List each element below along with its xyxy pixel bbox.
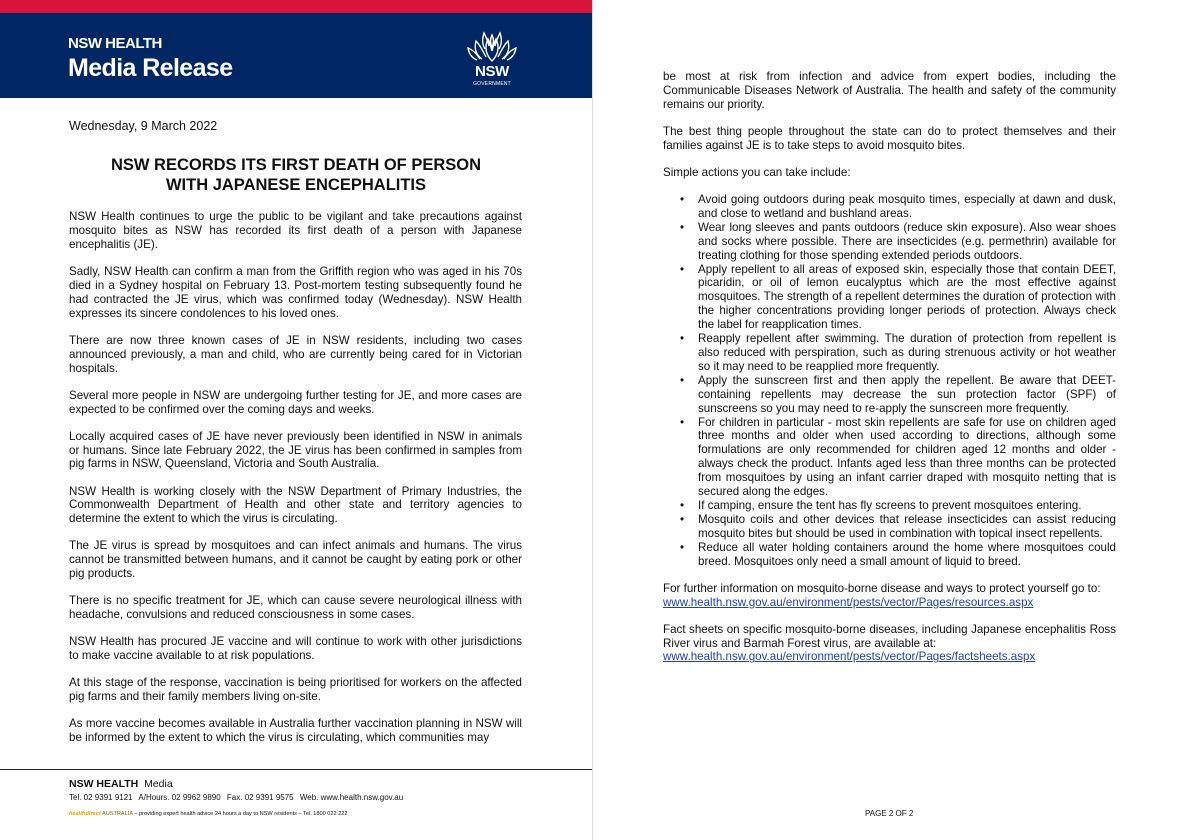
body-right xyxy=(663,70,1116,678)
paragraph: NSW Health is working closely with the NSW Department of Primary Industries, the Commonwealth Department of Health and other state and territory agencies to determine the extent to which the virus is circulating. xyxy=(69,484,522,526)
list-item-text: For children in particular - most skin repellents are safe for use on children aged three months and older when used according to directions, although some formulations are only recommended for children aged 12 months and older - always check the product. Infants aged less than three months can be protected from mosquitoes by using an infant carrier draped with mosquito netting that is secured along the edges. xyxy=(698,415,1116,499)
list-item-text: Apply repellent to all areas of exposed skin, especially those that contain DEET, picaridin, or oil of lemon eucalyptus which are the most effective against mosquitoes. The strength of a repellent determines the duration of protection with the higher concentrations providing longer periods of protection. Always check the label for reapplication times. xyxy=(698,262,1116,332)
paragraph: Simple actions you can take include: xyxy=(663,165,851,179)
footer-rule xyxy=(0,769,592,770)
bullet-icon: • xyxy=(680,332,685,346)
list-item xyxy=(663,541,1116,569)
list-item xyxy=(663,374,1116,416)
healthdirect-text: – providing expert health advice 24 hours a day to NSW residents – Tel. 1800 022 222 xyxy=(134,811,348,817)
footer-phone: Tel. 02 9391 9121 xyxy=(69,793,133,802)
bullet-icon: • xyxy=(680,512,685,526)
footer-fax: Fax. 02 9391 9575 xyxy=(226,793,294,802)
document-type: Media Release xyxy=(68,54,233,82)
footer-contacts xyxy=(69,793,407,802)
list-item-text: Mosquito coils and other devices that release insecticides can assist reducing mosquito bites but should be used in combination with topical insect repellents. xyxy=(698,512,1116,540)
bullet-icon: • xyxy=(680,415,685,429)
list-item xyxy=(663,499,1116,513)
footer-title xyxy=(69,778,173,790)
org-name: NSW HEALTH xyxy=(68,35,162,52)
factsheets-text: Fact sheets on specific mosquito-borne diseases, including Japanese encephalitis Ross River virus and Barmah Forest virus, are available at: xyxy=(663,622,1116,650)
header-red-bar xyxy=(0,0,592,13)
healthdirect-australia: AUSTRALIA xyxy=(101,811,133,817)
list-item-text: Reduce all water holding containers around the home where mosquitoes could breed. Mosquitoes only need a small amount of liquid to breed. xyxy=(698,540,1116,568)
nsw-government-logo xyxy=(464,27,520,99)
header-banner xyxy=(0,13,592,98)
bullet-icon: • xyxy=(680,262,685,276)
footer-org: NSW HEALTH xyxy=(69,778,139,790)
page-2 xyxy=(593,0,1187,840)
resources-text: For further information on mosquito-borne disease and ways to protect yourself go to: xyxy=(663,581,1101,595)
resources-info xyxy=(663,582,1116,610)
paragraph: The JE virus is spread by mosquitoes and can infect animals and humans. The virus cannot be transmitted between humans, and it cannot be caught by eating pork or other pig products. xyxy=(69,539,522,581)
paragraph: Sadly, NSW Health can confirm a man from the Griffith region who was aged in his 70s died in a Sydney hospital on February 13. Post-mortem testing subsequently found he had contracted the JE virus, which was confirmed today (Wednesday). NSW Health expresses its sincere condolences to his loved ones. xyxy=(69,264,522,320)
list-item xyxy=(663,332,1116,374)
list-item xyxy=(663,416,1116,499)
list-item-text: Reapply repellent after swimming. The duration of protection from repellent is also reduced with perspiration, such as during strenuous activity or hot weather so it may need to be reapplied more frequently. xyxy=(698,332,1116,373)
waratah-icon xyxy=(464,27,520,63)
logo-wordmark: NSW xyxy=(474,63,510,80)
paragraph: At this stage of the response, vaccination is being prioritised for workers on the affected pig farms and their family members living on-site. xyxy=(69,676,522,704)
list-item-text: Wear long sleeves and pants outdoors (reduce skin exposure). Also wear shoes and socks where possible. There are insecticides (e.g. permethrin) available for treating clothing for those spending extended periods outdoors. xyxy=(698,220,1116,262)
headline xyxy=(69,155,523,195)
list-item-text: Apply the sunscreen first and then apply the repellent. Be aware that DEET-containing repellents may decrease the sun protection factor (SPF) of sunscreens so you may need to re-apply the sunscreen more frequently. xyxy=(698,373,1116,415)
factsheets-link[interactable]: www.health.nsw.gov.au/environment/pests/vector/Pages/factsheets.aspx xyxy=(663,650,1036,664)
list-item-text: If camping, ensure the tent has fly screens to prevent mosquitoes entering. xyxy=(698,498,1082,512)
actions-list xyxy=(663,193,1116,568)
healthdirect-notice xyxy=(69,811,348,817)
list-item xyxy=(663,221,1116,263)
paragraph: There is no specific treatment for JE, which can cause severe neurological illness with headache, convulsions and reduced consciousness in some cases. xyxy=(69,594,522,622)
paragraph: Locally acquired cases of JE have never previously been identified in NSW in animals or humans. Since late February 2022, the JE virus has been confirmed in samples from pig farms in NSW, Queensland, Victoria and South Australia. xyxy=(69,429,522,471)
bullet-icon: • xyxy=(680,540,685,554)
list-item xyxy=(663,193,1116,221)
logo-subtext: GOVERNMENT xyxy=(473,81,511,87)
paragraph: As more vaccine becomes available in Australia further vaccination planning in NSW will be informed by the extent to which the virus is circulating, which communities may xyxy=(69,717,522,745)
footer-web: Web. www.health.nsw.gov.au xyxy=(299,793,404,802)
footer-media: Media xyxy=(144,778,173,790)
healthdirect-brand: healthdirect xyxy=(69,811,101,817)
footer-after-hours: A/Hours. 02 9962 9890 xyxy=(138,793,221,802)
headline-line-1: NSW RECORDS ITS FIRST DEATH OF PERSON xyxy=(110,156,482,174)
list-item xyxy=(663,263,1116,333)
page-1 xyxy=(0,0,592,840)
paragraph: NSW Health continues to urge the public to be vigilant and take precautions against mosquito bites as NSW has recorded its first death of a person with Japanese encephalitis (JE). xyxy=(69,210,522,251)
factsheets-info xyxy=(663,623,1116,665)
release-date: Wednesday, 9 March 2022 xyxy=(69,119,218,133)
paragraph: be most at risk from infection and advice from expert bodies, including the Communicable Diseases Network of Australia. The health and safety of the community remains our priority. xyxy=(663,70,1116,111)
headline-line-2: WITH JAPANESE ENCEPHALITIS xyxy=(165,176,427,194)
list-item-text: Avoid going outdoors during peak mosquito times, especially at dawn and dusk, and close to wetland and bushland areas. xyxy=(698,193,1116,220)
paragraph: The best thing people throughout the state can do to protect themselves and their families against JE is to take steps to avoid mosquito bites. xyxy=(663,124,1116,152)
paragraph: NSW Health has procured JE vaccine and will continue to work with other jurisdictions to make vaccine available to at risk populations. xyxy=(69,635,522,663)
paragraph: Several more people in NSW are undergoing further testing for JE, and more cases are expected to be confirmed over the coming days and weeks. xyxy=(69,388,522,416)
bullet-icon: • xyxy=(680,373,685,387)
paragraph: There are now three known cases of JE in NSW residents, including two cases announced previously, a man and child, who are currently being cared for in Victorian hospitals. xyxy=(69,333,522,375)
resources-link[interactable]: www.health.nsw.gov.au/environment/pests/vector/Pages/resources.aspx xyxy=(663,595,1034,609)
list-item xyxy=(663,513,1116,541)
page-number: PAGE 2 OF 2 xyxy=(865,809,914,818)
body-left xyxy=(69,210,522,758)
bullet-icon: • xyxy=(680,498,685,512)
bullet-icon: • xyxy=(680,193,685,206)
bullet-icon: • xyxy=(680,220,685,234)
